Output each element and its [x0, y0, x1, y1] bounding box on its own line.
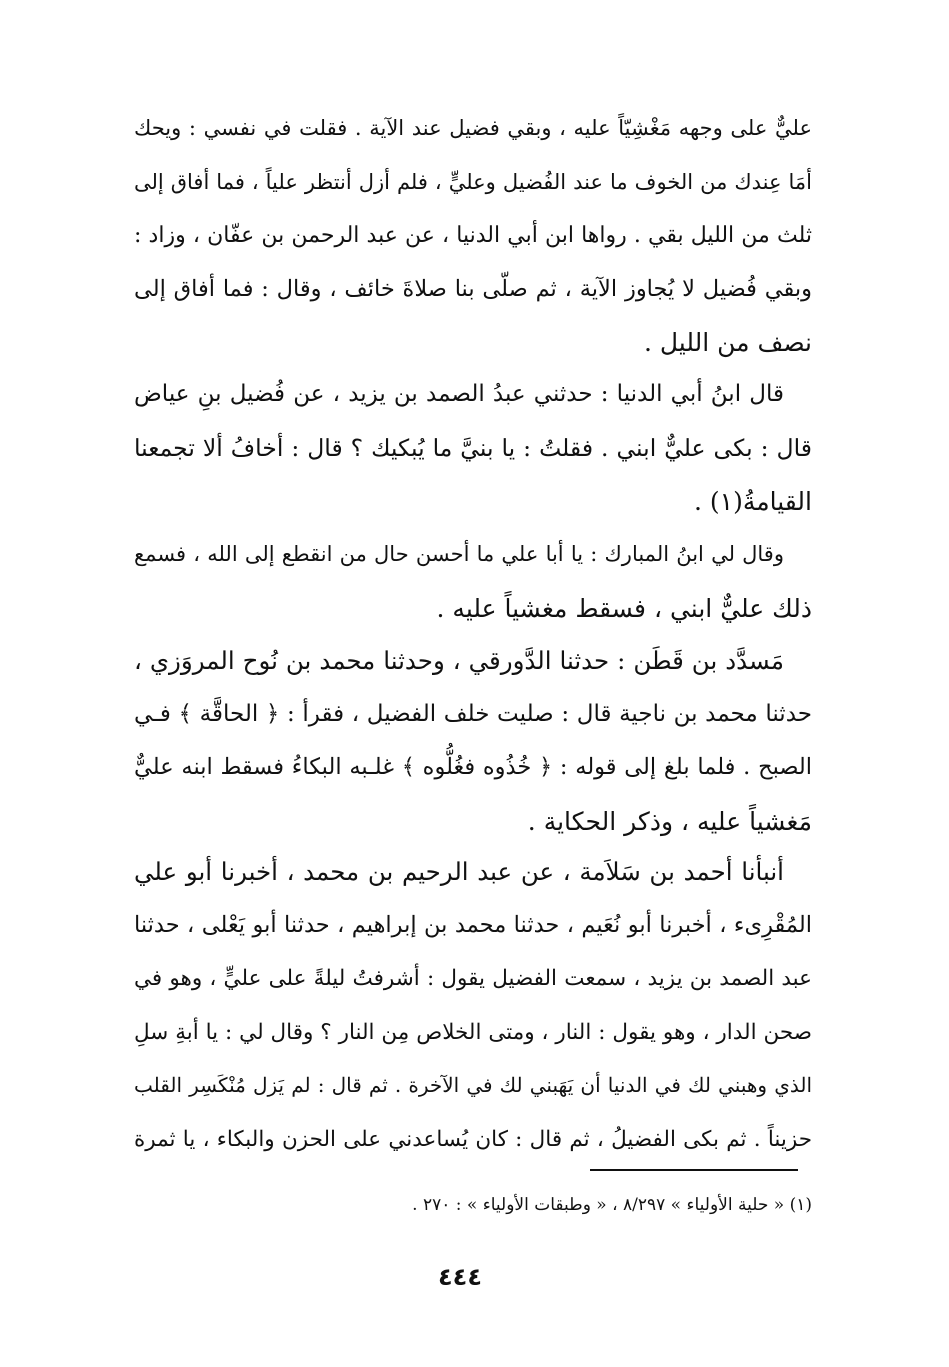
text-line: عليٌّ على وجهه مَغْشِيّاً عليه ، وبقي فضيل عند الآية . فقلت في نفسي : ويحك — [134, 116, 812, 140]
paragraph-1 — [134, 102, 812, 370]
paragraph-4 — [134, 634, 812, 848]
footnote: (١) « حلية الأولياء » ٨/٢٩٧ ، « وطبقات الأولياء » : ٢٧٠ . — [412, 1195, 812, 1215]
paragraph-2 — [134, 368, 812, 529]
text-line: أمَا عِندك من الخوف ما عند الفُضيل وعليٍّ ، فلم أزل أنتظر علياً ، فما أفاق إلى — [134, 169, 812, 194]
text-line: الصبح . فلما بلغ إلى قوله : ﴿ خُذُوه فغُلُّوه ﴾ غلـبه البكاءُ فسقط ابنه عليٌّ — [134, 754, 812, 780]
text-line: حدثنا محمد بن ناجية قال : صليت خلف الفضيل ، فقرأ : ﴿ الحاقَّة ﴾ فـي — [134, 700, 812, 727]
text-line: ذلك عليٌّ ابني ، فسقط مغشياً عليه . — [436, 593, 812, 623]
text-line: مَغشياً عليه ، وذكر الحكاية . — [527, 806, 812, 836]
text-line: عبد الصمد بن يزيد ، سمعت الفضيل يقول : أشرفتُ ليلةً على عليٍّ ، وهو في — [134, 966, 812, 991]
text-line: مَسدَّد بن قَطَن : حدثنا الدَّورقي ، وحدثنا محمد بن نُوح المروَزي ، — [134, 646, 784, 675]
text-line: أنبأنا أحمد بن سَلاَمة ، عن عبد الرحيم بن محمد ، أخبرنا أبو علي — [134, 857, 784, 886]
text-line: وقال لي ابنُ المبارك : يا أبا علي ما أحسن حال من انقطع إلى الله ، فسمع — [134, 542, 784, 566]
text-line: وبقي فُضيل لا يُجاوز الآية ، ثم صلّى بنا صلاةَ خائف ، وقال : فما أفاق إلى — [134, 275, 812, 302]
text-line: صحن الدار ، وهو يقول : النار ، ومتى الخلاص مِن النار ؟ وقال لي : يا أبةِ سلِ — [134, 1019, 812, 1045]
text-line: القيامةُ(١) . — [693, 487, 812, 516]
text-line: المُقْرِىء ، أخبرنا أبو نُعَيم ، حدثنا محمد بن إبراهيم ، حدثنا أبو يَعْلى ، حدثنا — [134, 911, 812, 938]
paragraph-3 — [134, 528, 812, 635]
text-line: الذي وهبني لك في الدنيا أن يَهَبني لك في الآخرة . ثم قال : لم يَزل مُنْكَسِر القلب — [134, 1073, 812, 1097]
text-line: قال ابنُ أبي الدنيا : حدثني عبدُ الصمد بن يزيد ، عن فُضيل بنِ عياض — [134, 381, 784, 407]
page-number: ٤٤٤ — [438, 1263, 482, 1291]
text-line: ثلث من الليل بقي . رواها ابن أبي الدنيا ، عن عبد الرحمن بن عفّان ، وزاد : — [134, 223, 812, 248]
footnote-divider — [590, 1169, 798, 1171]
text-line: نصف من الليل . — [643, 328, 812, 357]
text-line: قال : بكى عليٌّ ابني . فقلتُ : يا بنيَّ ما يُبكيك ؟ قال : أخافُ ألا تجمعنا — [134, 433, 812, 462]
text-line: حزيناً . ثم بكى الفضيلُ ، ثم قال : كان يُساعدني على الحزن والبكاء ، يا ثمرة — [134, 1126, 812, 1152]
paragraph-5 — [134, 845, 812, 1166]
